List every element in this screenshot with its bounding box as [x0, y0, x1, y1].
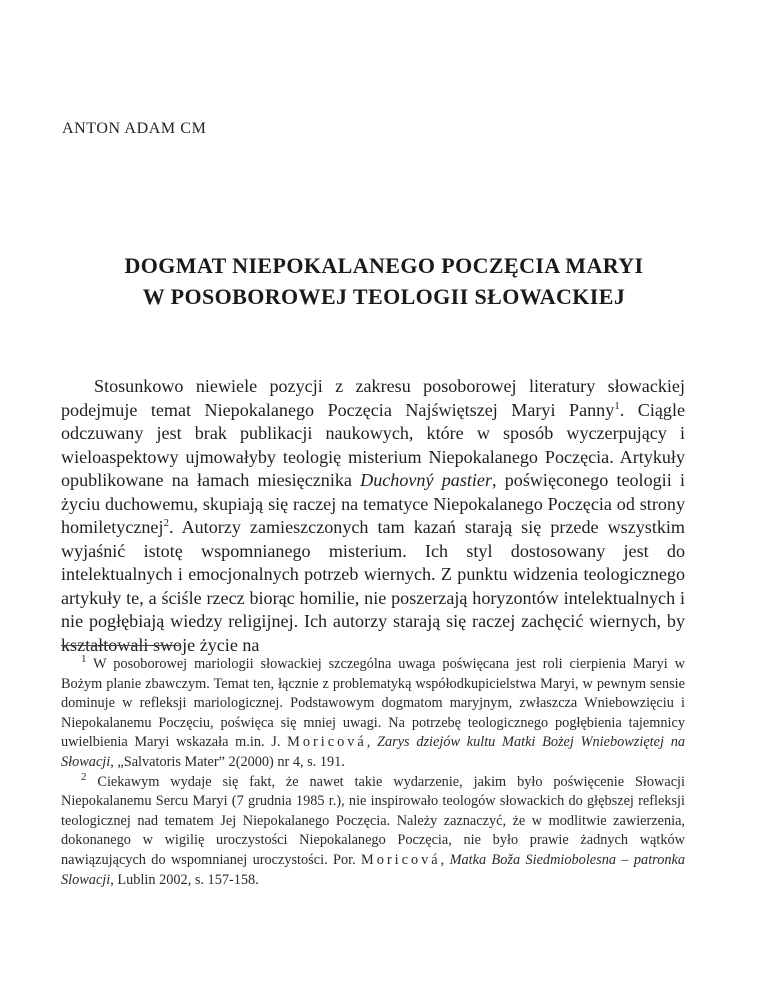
footnote-2-mark: 2: [81, 770, 87, 783]
footnote-1-mark: 1: [81, 653, 87, 666]
footnote-separator: [61, 645, 181, 646]
footnote-2-book: Matka Boža Siedmiobolesna – patronka Slowacji: [61, 851, 685, 888]
body-paragraph: [61, 375, 685, 657]
article-title: [0, 250, 768, 312]
footnote-1-text-a: W posoborowej mariologii słowackiej szczególna uwaga poświęcana jest roli cierpienia Maryi w Bożym planie zbawczym. Temat ten, łącznie z problematyką współodkupicielstwa Maryi, w pewnym sensie dominuje w refleksji mariologicznej. Podstawowym dogmatom maryjnym, zwłaszcza Wniebowzięciu i Niepokalanemu Poczęciu, poświęca się mniej uwagi. Na potrzebę teologicznego pogłębienia tajemnicy uwielbienia Maryi wskazała m.in. J.: [61, 656, 685, 751]
footnote-1-sep: ,: [366, 734, 378, 751]
footnote-2-author: Moricová: [361, 851, 441, 868]
title-line-1: DOGMAT NIEPOKALANEGO POCZĘCIA MARYI: [124, 253, 644, 278]
journal-title: Duchovný pastier: [360, 470, 492, 490]
footnote-ref-2: 2: [163, 516, 169, 529]
footnote-2-sep: ,: [440, 851, 450, 868]
footnote-1-text-b: , „Salvatoris Mater” 2(2000) nr 4, s. 191.: [110, 753, 345, 770]
body-text-1: Stosunkowo niewiele pozycji z zakresu posoborowej literatury słowackiej podejmuje temat Niepokalanego Poczęcia Najświętszej Maryi Panny: [61, 376, 685, 420]
body-text-2: . Ciągle odczuwany jest brak publikacji naukowych, które w sposób wyczerpujący i wieloaspektowy ujmowałyby teologię misterium Niepokalanego Poczęcia. Artykuły opublikowane na łamach miesięcznika: [61, 399, 685, 490]
body-text-3: , poświęconego teologii i życiu duchowemu, skupiają się raczej na tematyce Niepokalanego Poczęcia od strony homiletycznej: [61, 470, 685, 537]
footnote-2-text-b: , Lublin 2002, s. 157-158.: [110, 871, 259, 888]
title-line-2: W POSOBOROWEJ TEOLOGII SŁOWACKIEJ: [142, 284, 626, 309]
footnote-2: [61, 770, 685, 891]
footnote-ref-1: 1: [614, 399, 620, 412]
footnote-1-book: Zarys dziejów kultu Matki Bożej Wniebowziętej na Słowacji: [61, 734, 685, 770]
author-name: ANTON ADAM CM: [62, 120, 207, 137]
footnote-1: [61, 655, 685, 773]
footnote-2-text-a: Ciekawym wydaje się fakt, że nawet takie wydarzenie, jakim było poświęcenie Słowacji Niepokalanemu Sercu Maryi (7 grudnia 1985 r.), nie inspirowało teologów słowackich do głębszej refleksji teologicznej nad tematem Jej Niepokalanego Poczęcia. Należy zaznaczyć, że w modlitwie zawierzenia, dokonanego w wigilię uroczystości Niepokalanego Poczęcia, nie było prawie żadnych wątków nawiązujących do wspomnianej uroczystości. Por.: [61, 773, 685, 868]
footnotes: [61, 655, 685, 890]
body-text-4: . Autorzy zamieszczonych tam kazań starają się przede wszystkim wyjaśnić istotę wspomnianego misterium. Ich styl dostosowany jest do intelektualnych i emocjonalnych potrzeb wiernych. Z punktu widzenia teologicznego artykuły te, a ściśle rzecz biorąc homilie, nie poszerzają horyzontów intelektualnych i nie pogłębiają wiedzy religijnej. Ich autorzy starają się raczej zachęcić wiernych, by kształtowali swoje życie na: [61, 517, 685, 655]
footnote-1-author: Moricová: [287, 734, 367, 751]
